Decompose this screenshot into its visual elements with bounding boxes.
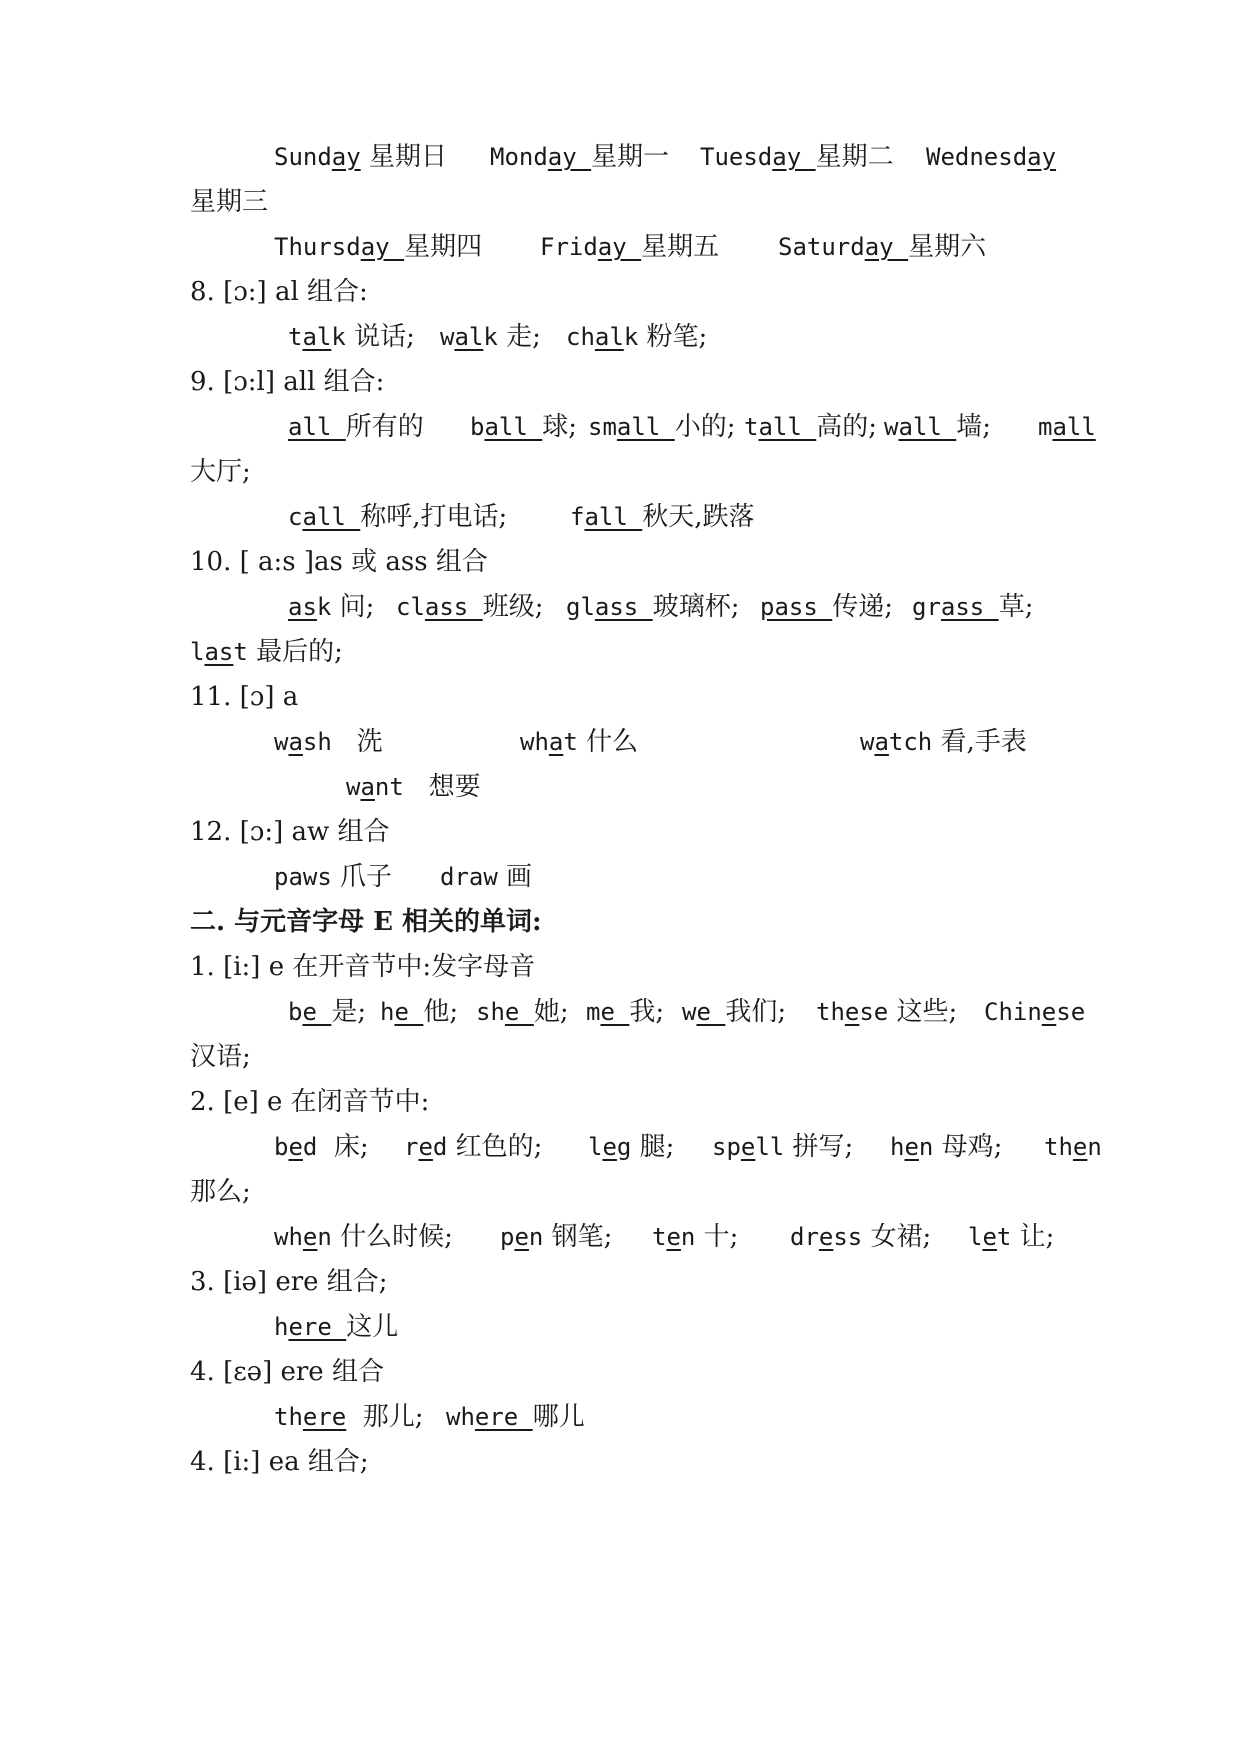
word-what: what 什么 [520,727,639,757]
word-tuesday: Tuesday 星期二 [700,142,894,172]
word-we: we 我们; [682,997,787,1027]
word-where: where 哪儿 [446,1402,585,1432]
word-dress: dress 女裙; [790,1222,932,1252]
word-talk: talk 说话; [288,322,415,352]
word-red: red 红色的; [404,1132,543,1162]
word-last: last 最后的; [190,637,343,667]
word-thursday: Thursday 星期四 [274,232,483,262]
word-chalk: chalk 粉笔; [566,322,708,352]
word-here: here 这儿 [274,1312,399,1342]
word-small: small 小的; [588,412,736,442]
word-want: want 想要 [346,772,481,802]
word-class: class 班级; [396,592,544,622]
word-he: he 他; [380,997,459,1027]
word-monday: Monday 星期一 [490,142,670,172]
word-wall: wall 墙; [884,412,992,442]
word-all: all 所有的 [288,412,424,442]
word-tall: tall 高的; [744,412,878,442]
word-pen: pen 钢笔; [500,1222,613,1252]
word-ball: ball 球; [470,412,578,442]
word-friday: Friday 星期五 [540,232,720,262]
word-be: be 是; [288,997,367,1027]
word-pass: pass 传递; [760,592,894,622]
word-spell: spell 拼写; [712,1132,854,1162]
word-chinese: Chinese [984,998,1086,1026]
word-grass: grass 草; [912,592,1034,622]
word-bed: bed 床; [274,1132,369,1162]
word-wednesday: Wednesday [926,143,1057,171]
word-wash: wash 洗 [274,727,383,757]
word-there: there 那儿; [274,1402,424,1432]
word-ask: ask 问; [288,592,375,622]
word-fall: fall 秋天,跌落 [570,502,755,532]
word-watch: watch 看,手表 [860,727,1027,757]
word-call: call 称呼,打电话; [288,502,508,532]
word-draw: draw 画 [440,862,533,892]
word-walk: walk 走; [440,322,541,352]
document-page: Sunday 星期日 Monday 星期一 Tuesday 星期二 Wednesday 星期三 Thursday 星期四 Friday 星期五 Saturday 星期六 8. [ɔ:] al 组合: talk 说话; walk 走; chalk 粉笔; 9. [ɔ:l] all 组合: all 所有的 ball 球; small 小的; tall 高的; wall 墙; mall 大厅; call 称呼,打电话; fall 秋天,跌落 10. [ a:s ]as 或 ass 组合 ask 问; class 班级; glass 玻璃杯; pass 传递; grass 草; last 最后的; 11. [ɔ] a wash 洗 what 什么 watch 看,手表 want 想要 12. [ɔ:] aw 组合 paws 爪子 draw 画 二. 与元音字母 E 相关的单词: 1. [i:] e 在开音节中:发字母音 be 是; he 他; she 她; me 我; we 我们; these 这些; Chinese 汉语; 2. [e] e 在闭音节中: bed 床; red 红色的; leg 腿; spell 拼写; hen 母鸡; then 那么; when 什么时候; pen 钢笔; ten 十; dress 女裙; let 让; 3. [iə] ere 组合; here 这儿 4. [εə] ere 组合 there 那儿; where 哪儿 4. [i:] ea 组合; [0,0,1241,1754]
word-when: when 什么时候; [274,1222,453,1252]
word-mall: mall [1038,413,1096,441]
word-saturday: Saturday 星期六 [778,232,987,262]
word-glass: glass 玻璃杯; [566,592,740,622]
word-me: me 我; [586,997,665,1027]
word-sunday: Sunday 星期日 [274,142,447,172]
word-then: then [1044,1133,1102,1161]
word-she: she 她; [476,997,569,1027]
word-leg: leg 腿; [588,1132,675,1162]
word-ten: ten 十; [652,1222,739,1252]
word-hen: hen 母鸡; [890,1132,1003,1162]
word-these: these 这些; [816,997,958,1027]
word-paws: paws 爪子 [274,862,393,892]
word-let: let 让; [968,1222,1055,1252]
